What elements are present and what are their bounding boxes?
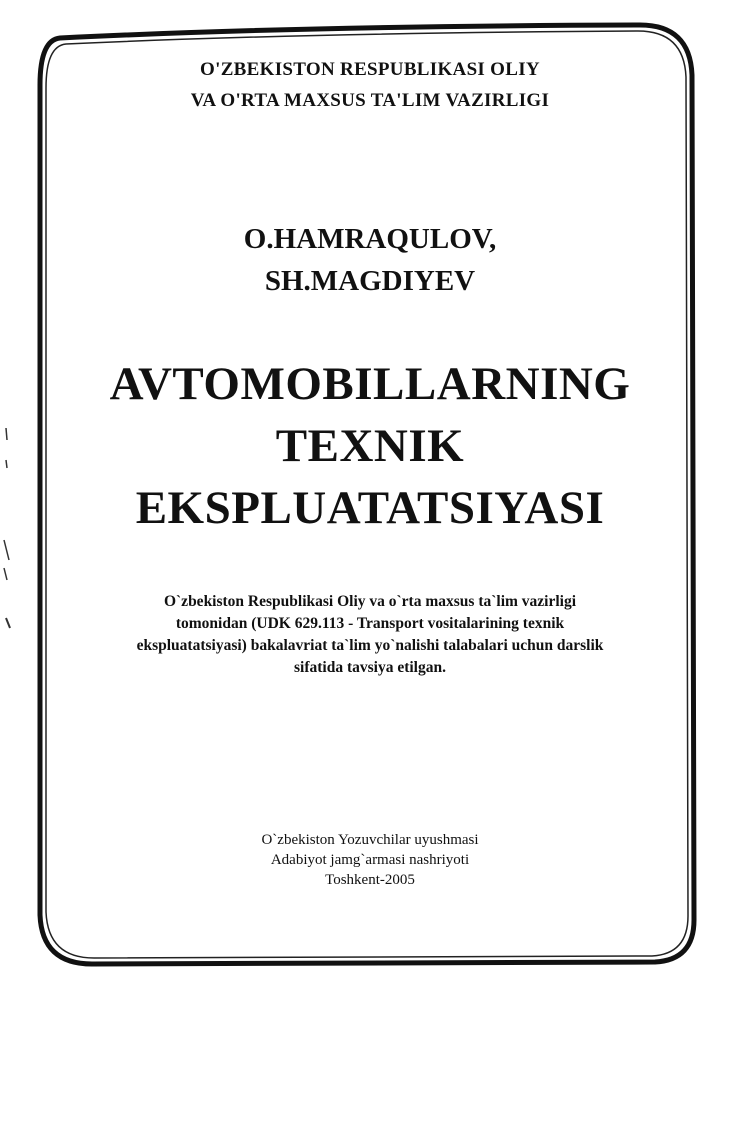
- publisher-line-2: Adabiyot jamg`armasi nashriyoti: [270, 852, 470, 868]
- approval-statement: [40, 591, 700, 679]
- title-line-2: TEXNIK: [275, 420, 465, 472]
- approval-line-4: sifatida tavsiya etilgan.: [294, 659, 446, 676]
- scan-margin-marks: [0, 0, 20, 700]
- approval-line-1: O`zbekiston Respublikasi Oliy va o`rta maxsus ta`lim vazirligi: [163, 593, 577, 610]
- authors: [40, 218, 700, 302]
- title-line-1: AVTOMOBILLARNING: [109, 358, 631, 410]
- publisher-info: [40, 830, 700, 890]
- publisher-line-3: Toshkent-2005: [325, 872, 415, 888]
- book-title: [20, 353, 720, 539]
- author-2: SH.MAGDIYEV: [264, 265, 476, 297]
- title-line-3: EKSPLUATATSIYASI: [135, 482, 605, 534]
- approval-line-2: tomonidan (UDK 629.113 - Transport vositalarining texnik: [175, 615, 565, 632]
- publisher-line-1: O`zbekiston Yozuvchilar uyushmasi: [261, 832, 479, 848]
- ministry-heading: [40, 54, 700, 116]
- ministry-line-1: O'ZBEKISTON RESPUBLIKASI OLIY: [200, 59, 540, 80]
- author-1: O.HAMRAQULOV,: [243, 223, 497, 255]
- approval-line-3: ekspluatatsiyasi) bakalavriat ta`lim yo`nalishi talabalari uchun darslik: [136, 637, 604, 654]
- ministry-line-2: VA O'RTA MAXSUS TA'LIM VAZIRLIGI: [190, 90, 550, 111]
